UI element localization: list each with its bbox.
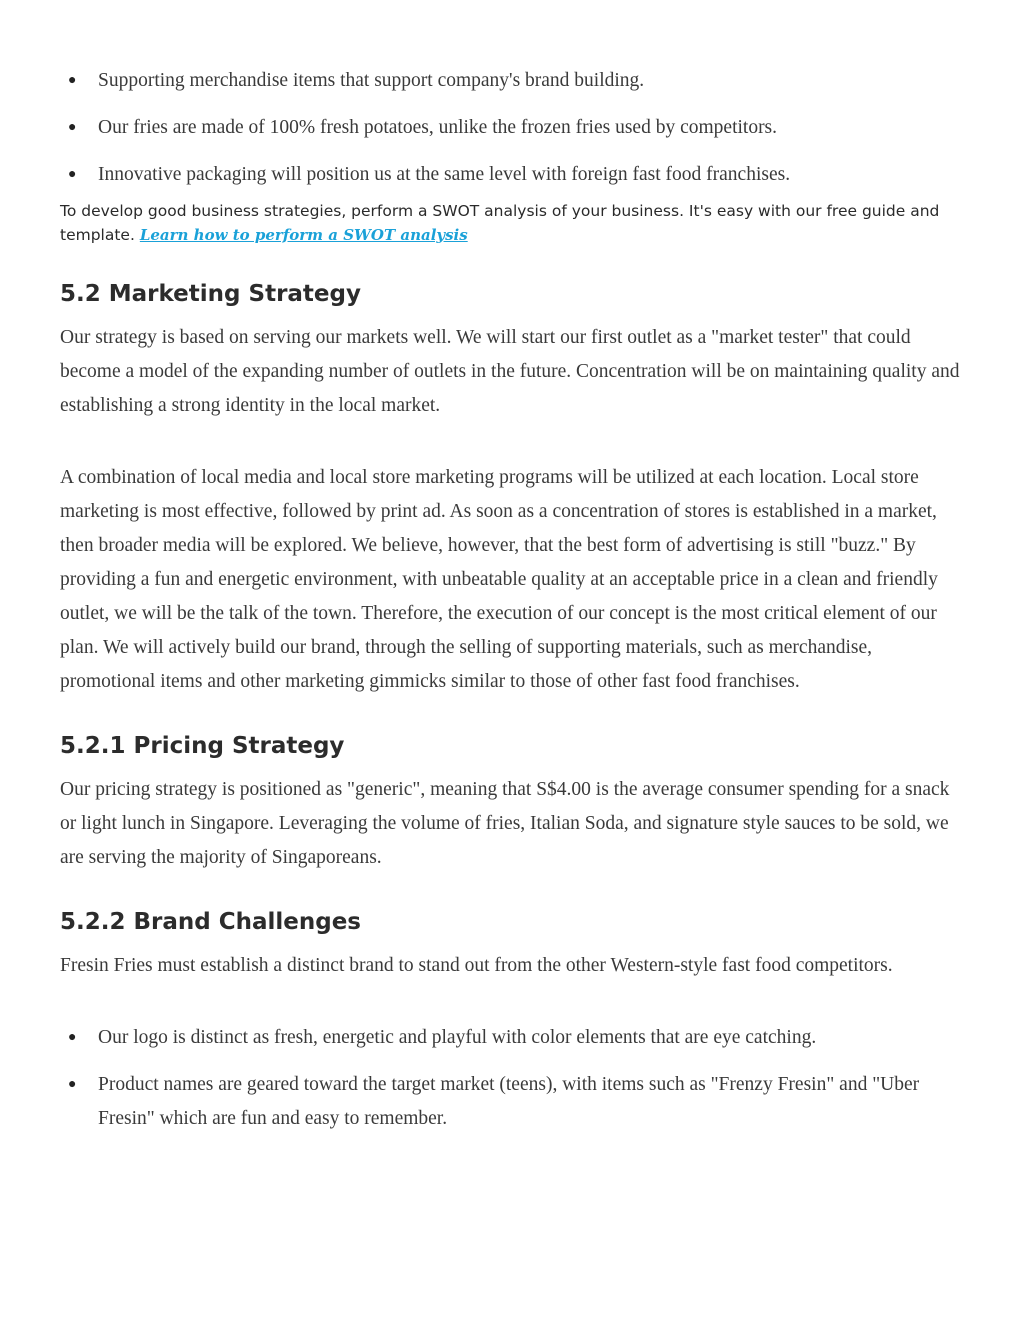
list-item bbox=[60, 1068, 960, 1136]
list-item bbox=[60, 64, 960, 98]
bullet-icon: ● bbox=[68, 120, 77, 135]
marketing-paragraph-2: A combination of local media and local store marketing programs will be utilized at each location. Local store marketing is most effective, followed by print ad. As soon as a concentration of stores is established in a market, then broader media will be explored. We believe, however, that the best form of advertising is still "buzz." By providing a fun and energetic environment, with unbeatable quality at an acceptable price in a clean and friendly outlet, we will be the talk of the town. Therefore, the execution of our concept is the most critical element of our plan. We will actively build our brand, through the selling of supporting materials, such as merchandise, promotional items and other marketing gimmicks similar to those of other fast food franchises. bbox=[60, 467, 938, 692]
bullet-icon: ● bbox=[68, 73, 77, 88]
list-item-text: Product names are geared toward the target market (teens), with items such as "Frenzy Fresin" and "Uber Fresin" which are fun and easy to remember. bbox=[98, 1074, 920, 1129]
list-item-text: Supporting merchandise items that support company's brand building. bbox=[98, 70, 645, 91]
bullet-icon: ● bbox=[68, 167, 77, 182]
bullet-icon: ● bbox=[68, 1030, 77, 1045]
list-item bbox=[60, 1021, 960, 1055]
bullet-list-top bbox=[60, 64, 960, 192]
pricing-strategy-heading: 5.2.1 Pricing Strategy bbox=[60, 733, 345, 759]
swot-note bbox=[60, 199, 960, 247]
list-item-text: Our logo is distinct as fresh, energetic and playful with color elements that are eye catching. bbox=[98, 1027, 817, 1048]
list-item bbox=[60, 111, 960, 145]
list-item-text: Our fries are made of 100% fresh potatoes, unlike the frozen fries used by competitors. bbox=[98, 117, 778, 138]
list-item bbox=[60, 158, 960, 192]
list-item-text: Innovative packaging will position us at the same level with foreign fast food franchises. bbox=[98, 164, 791, 185]
marketing-strategy-heading: 5.2 Marketing Strategy bbox=[60, 281, 361, 307]
bullet-list-brand bbox=[60, 1021, 960, 1136]
marketing-paragraph-1: Our strategy is based on serving our markets well. We will start our first outlet as a "market tester" that could become a model of the expanding number of outlets in the future. Concentration will be on maintaining quality and establishing a strong identity in the local market. bbox=[60, 327, 960, 416]
pricing-paragraph: Our pricing strategy is positioned as "generic", meaning that S$4.00 is the average consumer spending for a snack or light lunch in Singapore. Leveraging the volume of fries, Italian Soda, and signature style sauces to be sold, we are serving the majority of Singaporeans. bbox=[60, 779, 950, 868]
document-page bbox=[60, 64, 960, 1149]
brand-paragraph: Fresin Fries must establish a distinct brand to stand out from the other Western-style fast food competitors. bbox=[60, 955, 893, 976]
swot-analysis-link[interactable]: Learn how to perform a SWOT analysis bbox=[139, 226, 468, 244]
brand-challenges-heading: 5.2.2 Brand Challenges bbox=[60, 909, 361, 935]
bullet-icon: ● bbox=[68, 1077, 77, 1092]
swot-note-text: To develop good business strategies, perform a SWOT analysis of your business. It's easy with our free guide and template. bbox=[60, 202, 940, 244]
